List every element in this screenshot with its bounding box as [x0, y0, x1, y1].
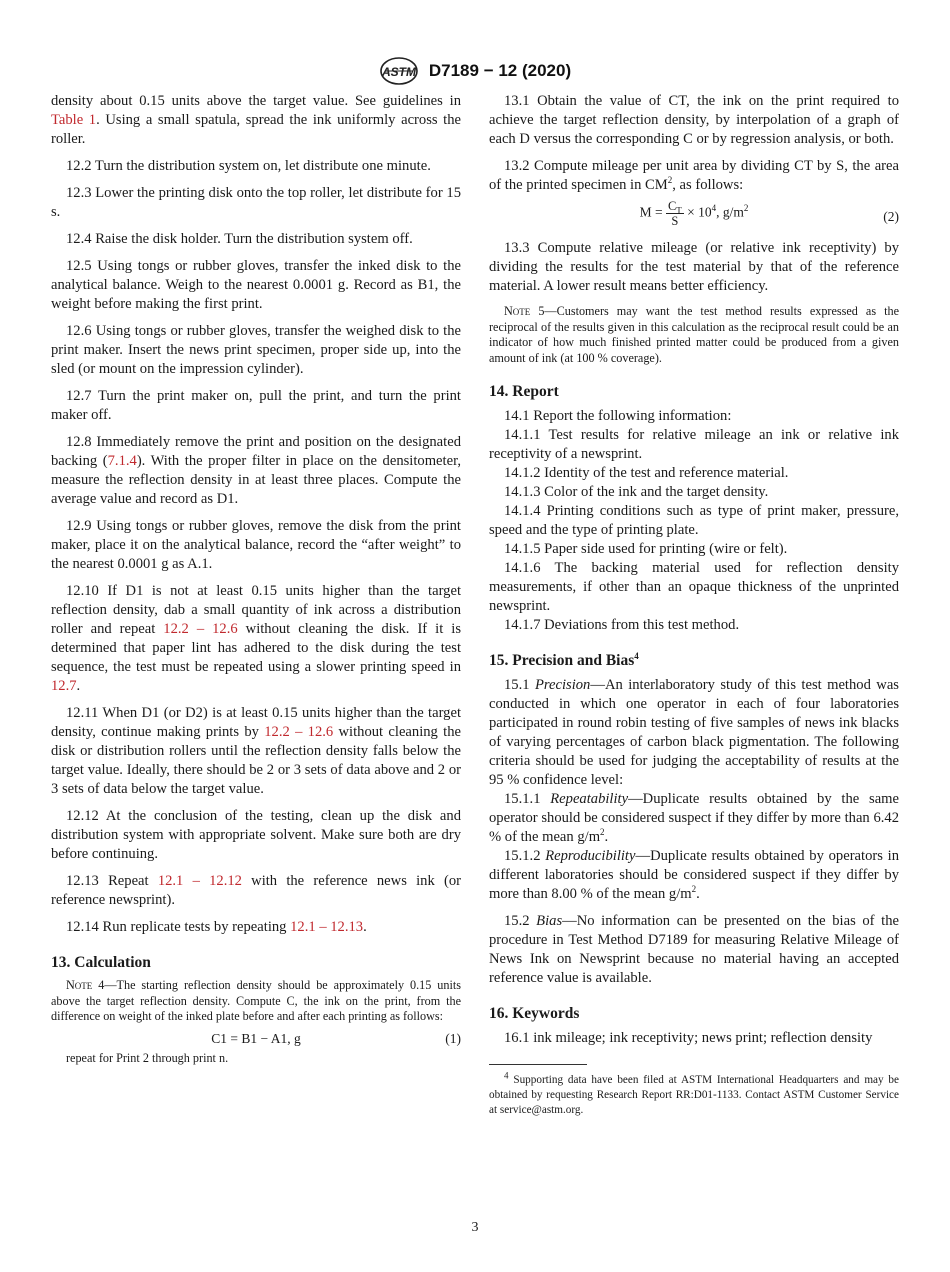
paragraph-14-1: 14.1 Report the following information: — [504, 408, 732, 424]
paragraph-14-1-7: 14.1.7 Deviations from this test method. — [504, 617, 740, 633]
paragraph-16-1: 16.1 ink mileage; ink receptivity; news print; reflection density — [504, 1030, 873, 1046]
paragraph-15-1-2: 15.1.2 Reproducibility—Duplicate results obtained by operators in different laboratories should be considered suspect if they differ by more than 8.00 % of the mean $g/m^2$. — [489, 848, 899, 902]
paragraph-12-4: 12.4 Raise the disk holder. Turn the distribution system off. — [66, 231, 413, 247]
paragraph-13-3: 13.3 Compute relative mileage (or relative ink receptivity) by dividing the results for the test material by that of the reference material. A lower result means better efficiency. — [489, 240, 899, 294]
paragraph-12-8: 12.8 Immediately remove the print and position on the designated backing (7.1.4). With the proper filter in place on the densitometer, measure the reflection density in at least three places. Compute the average value and record as D1. — [51, 434, 461, 507]
footnote-4: $^4$ Supporting data have been filed at ASTM International Headquarters and may be obtained by requesting Research Report RR:D01-1133. Contact ASTM Customer Service at service@astm.org. — [489, 1070, 899, 1116]
paragraph-14-1-5: 14.1.5 Paper side used for printing (wire or felt). — [504, 541, 788, 557]
paragraph-12-1-cont: density about 0.15 units above the target value. See guidelines in Table 1. Using a small spatula, spread the ink uniformly across the roller. — [51, 93, 461, 147]
paragraph-13-2: 13.2 Compute mileage per unit area by dividing CT by S, the area of the printed specimen in $CM^2$, as follows: — [489, 158, 899, 193]
paragraph-14-1-4: 14.1.4 Printing conditions such as type of print maker, pressure, speed and the type of printing plate. — [489, 503, 899, 538]
equation-2-number: (2) — [883, 209, 899, 224]
paragraph-15-2: 15.2 Bias—No information can be presented on the bias of the procedure in Test Method D7189 for measuring Relative Mileage of News Ink on Newsprint because no material having an accepted reference value is available. — [489, 913, 899, 986]
section-12-2-12-6-link[interactable]: 12.2 – 12.6 — [264, 724, 334, 740]
equation-1-number: (1) — [445, 1030, 461, 1046]
section-12-2-12-6-link[interactable]: 12.2 – 12.6 — [163, 621, 238, 637]
note-4: Note 4—The starting reflection density should be approximately 0.15 units above the target reflection density. Compute C, the ink on the print, from the difference on weight of the inked plate before and after each printing as follows: — [51, 978, 461, 1023]
paragraph-14-1-3: 14.1.3 Color of the ink and the target density. — [504, 484, 769, 500]
paragraph-12-9: 12.9 Using tongs or rubber gloves, remove the disk from the print maker, place it on the analytical balance, record the “after weight” to the nearest 0.0001 g as A.1. — [51, 518, 461, 572]
section-13-heading: 13. Calculation — [51, 954, 151, 971]
paragraph-14-1-1: 14.1.1 Test results for relative mileage an ink or relative ink receptivity of a newsprint. — [489, 427, 899, 462]
equation-1-note: repeat for Print 2 through print n. — [66, 1050, 229, 1065]
paragraph-15-1: 15.1 Precision—An interlaboratory study of this test method was conducted in which one operator in each of four laboratories participated in round robin testing of five samples of news ink blacks of varying percentages of carbon black pigmentation. The following criteria should be used for judging the acceptability of results at the 95 % confidence level: — [489, 677, 899, 788]
table-1-link[interactable]: Table 1 — [51, 112, 97, 128]
page-header — [0, 56, 950, 86]
paragraph-12-10: 12.10 If D1 is not at least 0.15 units higher than the target reflection density, dab a small quantity of ink across a distribution roller and repeat 12.2 – 12.6 without cleaning the disk. If it is determined that paper lint has adhered to the disk during the test sequence, the test must be repeated using a slower printing speed in 12.7. — [51, 583, 461, 694]
paragraph-12-2: 12.2 Turn the distribution system on, let distribute one minute. — [66, 158, 431, 174]
paragraph-12-7: 12.7 Turn the print maker on, pull the print, and turn the print maker off. — [51, 388, 461, 423]
paragraph-14-1-2: 14.1.2 Identity of the test and reference material. — [504, 465, 789, 481]
equation-2: M = $\frac{C_T}{S}$ × $10^4$, $g/m^2$ (2) — [639, 199, 899, 228]
paragraph-15-1-1: 15.1.1 Repeatability—Duplicate results obtained by the same operator should be considered suspect if they differ by more than 6.42 % of the mean $g/m^2$. — [489, 791, 900, 845]
note-5: Note 5—Customers may want the test method results expressed as the reciprocal of the results given in this calculation as the reciprocal result could be an indicator of how much finished printed matter could be produced from a given amount of ink (at 100 % coverage). — [489, 304, 899, 365]
paragraph-12-5: 12.5 Using tongs or rubber gloves, transfer the inked disk to the analytical balance. Weigh to the nearest 0.0001 g. Record as B1, the weight before making the first print. — [51, 258, 461, 312]
page-number: 3 — [471, 1220, 479, 1235]
designation: D7189 − 12 (2020) — [428, 61, 572, 80]
equation-1: C1 = B1 − A1, g (1) — [211, 1030, 461, 1046]
footnote-divider — [489, 1064, 587, 1065]
paragraph-12-14: 12.14 Run replicate tests by repeating 12.1 – 12.13. — [66, 919, 367, 935]
section-14-heading: 14. Report — [489, 383, 559, 400]
astm-logo-icon — [379, 56, 419, 86]
section-7-1-4-link[interactable]: 7.1.4 — [107, 453, 137, 469]
paragraph-12-12: 12.12 At the conclusion of the testing, clean up the disk and distribution system with appropriate solvent. Make sure both are dry before continuing. — [51, 808, 461, 862]
paragraph-12-13: 12.13 Repeat 12.1 – 12.12 with the reference news ink (or reference newsprint). — [51, 873, 461, 908]
left-column — [51, 92, 461, 1068]
section-12-7-link[interactable]: 12.7 — [51, 678, 77, 694]
paragraph-12-3: 12.3 Lower the printing disk onto the top roller, let distribute for 15 s. — [51, 185, 461, 220]
section-15-heading: 15. Precision and Bias$^4$ — [489, 650, 639, 669]
section-12-1-12-13-link[interactable]: 12.1 – 12.13 — [290, 919, 364, 935]
paragraph-12-11: 12.11 When D1 (or D2) is at least 0.15 units higher than the target density, continue making prints by 12.2 – 12.6 without cleaning the disk or distribution rollers until the reflection density falls below the target value. Ideally, there should be 2 or 3 sets of data above and 2 or 3 sets of data below the target value. — [51, 705, 461, 797]
right-column — [489, 92, 899, 1118]
paragraph-12-6: 12.6 Using tongs or rubber gloves, transfer the weighed disk to the print maker. Insert the news print specimen, proper side up, into the sled (or mount on the impression cylinder). — [51, 323, 461, 377]
svg-text:ASTM: ASTM — [381, 65, 416, 79]
paragraph-14-1-6: 14.1.6 The backing material used for reflection density measurements, if other than an opaque thickness of the unprinted newsprint. — [489, 560, 899, 614]
section-12-1-12-12-link[interactable]: 12.1 – 12.12 — [157, 873, 242, 889]
paragraph-13-1: 13.1 Obtain the value of CT, the ink on the print required to achieve the target reflection density, by interpolation of a graph of each D versus the corresponding C or by regression analysis, or both. — [489, 93, 899, 147]
section-16-heading: 16. Keywords — [489, 1005, 580, 1022]
